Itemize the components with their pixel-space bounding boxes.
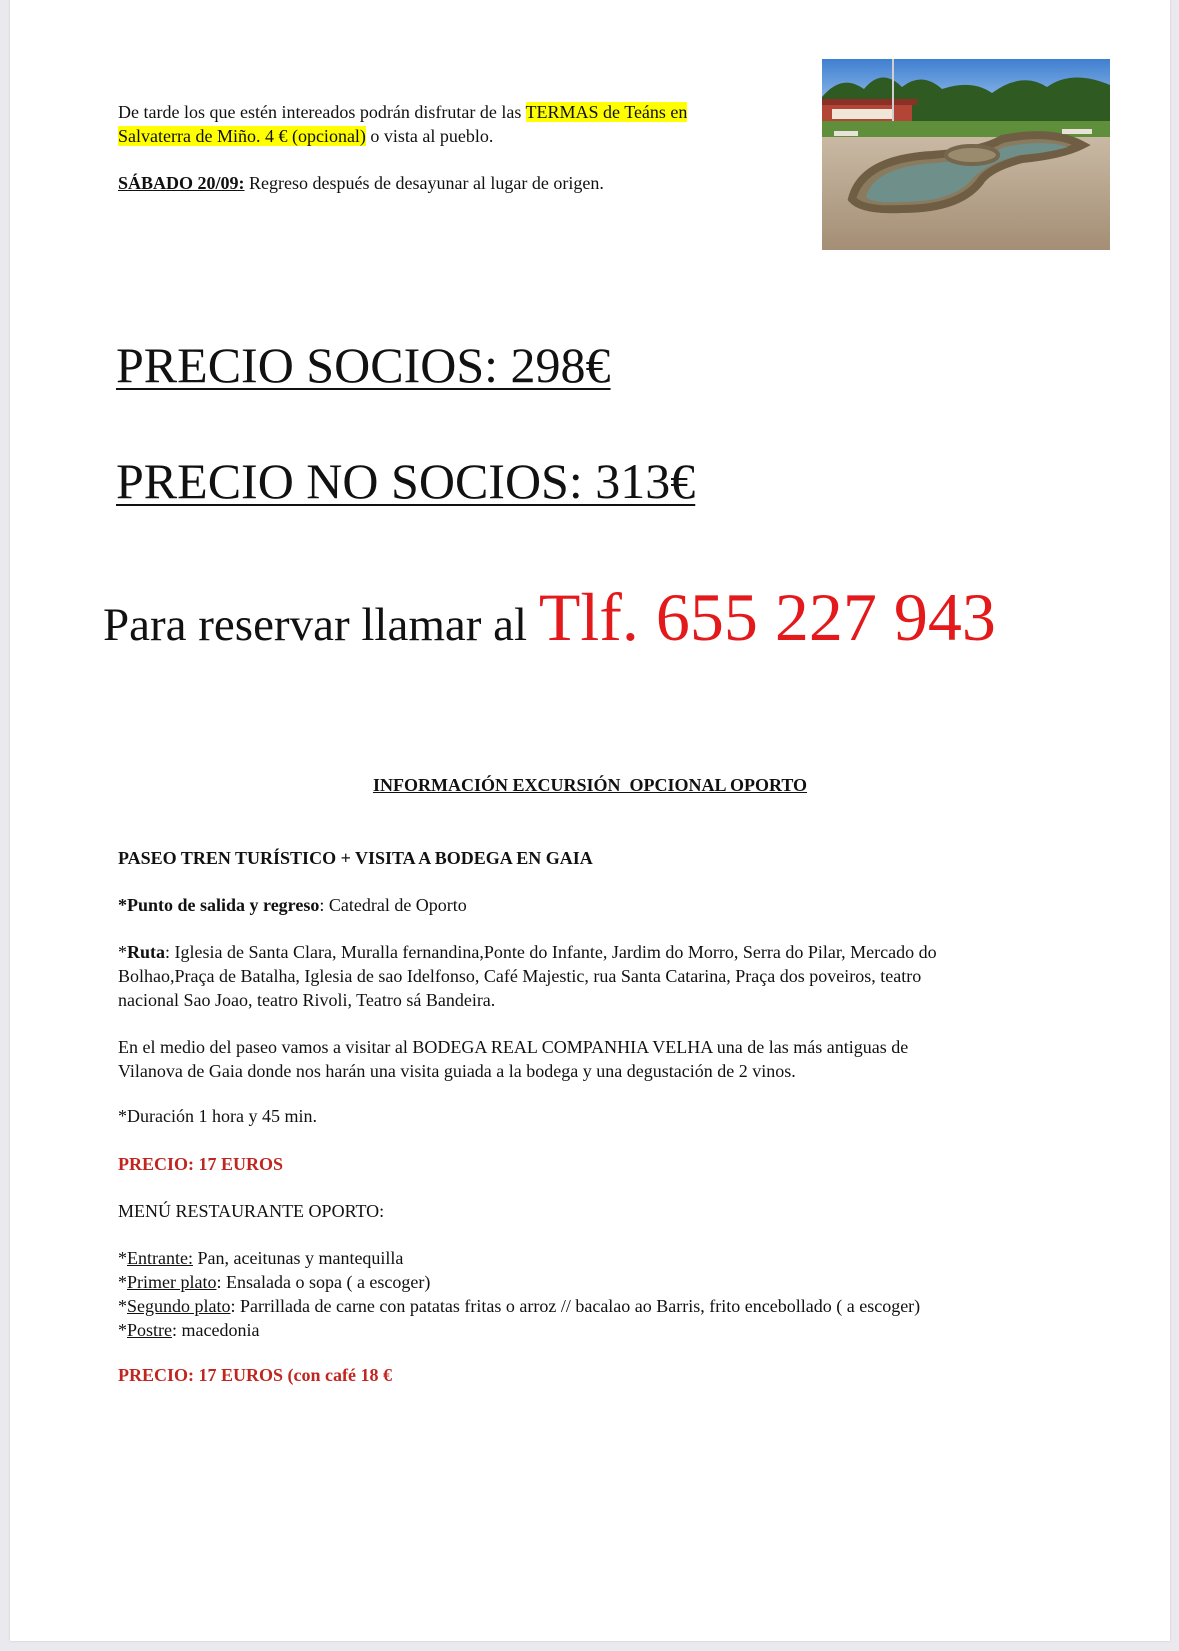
duracion-line: *Duración 1 hora y 45 min.	[118, 1106, 317, 1126]
menu-item	[118, 1318, 920, 1342]
reservation-line	[103, 579, 996, 655]
menu-item-text: Pan, aceitunas y mantequilla	[192, 1248, 404, 1268]
asterisk: *	[118, 1272, 127, 1292]
ruta-text: Bolhao,Praça de Batalha, Iglesia de sao Idelfonso, Café Majestic, rua Santa Catarina, Praça dos poveiros, teatro	[118, 966, 922, 986]
highlighted-text: Salvaterra de Miño. 4 € (opcional)	[118, 126, 366, 146]
asterisk: *	[118, 1248, 127, 1268]
menu-item-label: Postre	[127, 1320, 172, 1340]
excursion-subtitle: PASEO TREN TURÍSTICO + VISITA A BODEGA EN GAIA	[118, 848, 593, 868]
ruta-paragraph	[118, 940, 937, 1012]
excursion-title: INFORMACIÓN EXCURSIÓN OPCIONAL OPORTO	[372, 775, 808, 795]
reservation-text: Para reservar llamar al	[103, 599, 539, 651]
menu-item-label: Segundo plato	[127, 1296, 231, 1316]
menu-price: PRECIO: 17 EUROS (con café 18 €	[118, 1365, 392, 1385]
menu-title: MENÚ RESTAURANTE OPORTO:	[118, 1201, 385, 1221]
menu-item	[118, 1270, 920, 1294]
intro-text: De tarde los que estén intereados podrán disfrutar de las	[118, 102, 526, 122]
menu-item	[118, 1294, 920, 1318]
highlighted-text: TERMAS de Teáns en	[525, 102, 688, 122]
asterisk: *	[118, 1320, 127, 1340]
bodega-text: Vilanova de Gaia donde nos harán una visita guiada a la bodega y una degustación de 2 vinos.	[118, 1061, 796, 1081]
sabado-line	[118, 171, 604, 195]
menu-item-text: : macedonia	[172, 1320, 260, 1340]
salida-text: : Catedral de Oporto	[319, 895, 467, 915]
precio-socios: PRECIO SOCIOS: 298€	[116, 337, 611, 393]
asterisk: *	[118, 1296, 127, 1316]
intro-text: o vista al pueblo.	[365, 126, 494, 146]
bodega-text: En el medio del paseo vamos a visitar al BODEGA REAL COMPANHIA VELHA una de las más antiguas de	[118, 1037, 909, 1057]
salida-label: *Punto de salida y regreso	[118, 895, 320, 915]
phone-number: Tlf. 655 227 943	[538, 579, 996, 655]
sabado-label: SÁBADO 20/09:	[118, 173, 245, 193]
menu-item-text: : Parrillada de carne con patatas fritas o arroz // bacalao ao Barris, frito encebollado ( a escoger)	[230, 1296, 921, 1316]
menu-item	[118, 1246, 920, 1270]
ruta-label: Ruta	[127, 942, 166, 962]
menu-item-text: : Ensalada o sopa ( a escoger)	[216, 1272, 431, 1292]
menu-item-label: Primer plato	[127, 1272, 217, 1292]
document-page	[10, 0, 1170, 1641]
excursion-price: PRECIO: 17 EUROS	[118, 1154, 284, 1174]
asterisk: *	[118, 942, 127, 962]
ruta-text: : Iglesia de Santa Clara, Muralla fernandina,Ponte do Infante, Jardim do Morro, Serra do Pilar, Mercado do	[165, 942, 937, 962]
ruta-text: nacional Sao Joao, teatro Rivoli, Teatro sá Bandeira.	[118, 990, 496, 1010]
termas-photo	[822, 59, 1110, 250]
sabado-text: Regreso después de desayunar al lugar de origen.	[244, 173, 604, 193]
precio-no-socios: PRECIO NO SOCIOS: 313€	[116, 453, 696, 509]
bodega-paragraph	[118, 1035, 908, 1083]
menu-list	[118, 1246, 920, 1342]
salida-line	[118, 893, 467, 917]
termas-paragraph	[118, 100, 798, 148]
menu-item-label: Entrante:	[127, 1248, 193, 1268]
